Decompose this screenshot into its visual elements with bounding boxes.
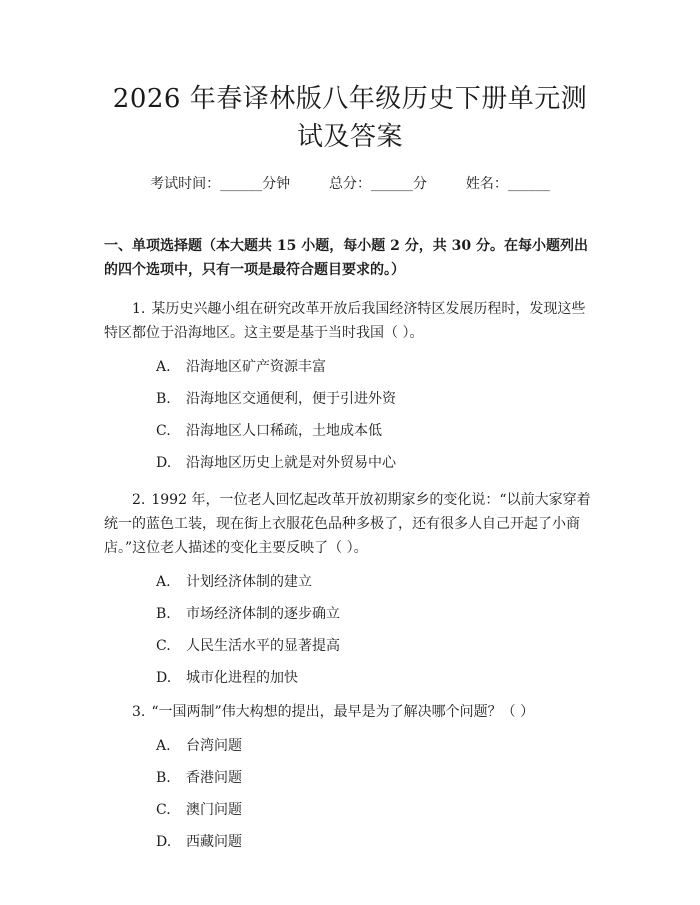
question-number: 3. bbox=[132, 704, 146, 720]
total-score-field: 总分：______分 bbox=[329, 176, 427, 192]
document-title: 2026 年春译林版八年级历史下册单元测试及答案 bbox=[112, 84, 588, 152]
option-d bbox=[104, 668, 596, 688]
question-3 bbox=[104, 700, 596, 724]
option-letter: D. bbox=[156, 670, 172, 686]
exam-time-field: 考试时间：______分钟 bbox=[150, 176, 291, 192]
option-text: 人民生活水平的显著提高 bbox=[186, 638, 340, 654]
option-a bbox=[104, 357, 596, 377]
option-letter: A. bbox=[156, 359, 171, 375]
exam-meta bbox=[104, 174, 596, 194]
option-text: 澳门问题 bbox=[186, 802, 242, 818]
question-1-options bbox=[104, 357, 596, 473]
option-text: 香港问题 bbox=[186, 770, 242, 786]
option-text: 沿海地区矿产资源丰富 bbox=[186, 359, 326, 375]
option-c bbox=[104, 421, 596, 441]
option-letter: D. bbox=[156, 834, 172, 850]
question-2 bbox=[104, 488, 596, 560]
student-name-field: 姓名：______ bbox=[465, 176, 550, 192]
option-b bbox=[104, 389, 596, 409]
question-1 bbox=[104, 297, 596, 345]
question-number: 2. bbox=[132, 492, 146, 508]
option-letter: A. bbox=[156, 738, 171, 754]
option-text: 台湾问题 bbox=[186, 738, 242, 754]
option-letter: D. bbox=[156, 455, 172, 471]
option-c bbox=[104, 800, 596, 820]
option-a bbox=[104, 736, 596, 756]
question-3-options bbox=[104, 736, 596, 852]
option-text: 西藏问题 bbox=[186, 834, 242, 850]
option-b bbox=[104, 768, 596, 788]
option-d bbox=[104, 453, 596, 473]
option-letter: B. bbox=[156, 606, 171, 622]
question-stem: “一国两制”伟大构想的提出，最早是为了解决哪个问题？（ ） bbox=[151, 704, 535, 720]
question-number: 1. bbox=[132, 301, 146, 317]
option-text: 沿海地区人口稀疏，土地成本低 bbox=[186, 423, 382, 439]
option-letter: C. bbox=[156, 802, 171, 818]
option-letter: C. bbox=[156, 423, 171, 439]
option-text: 城市化进程的加快 bbox=[186, 670, 298, 686]
option-letter: B. bbox=[156, 391, 171, 407]
question-stem: 1992 年，一位老人回忆起改革开放初期家乡的变化说：“以前大家穿着统一的蓝色工装，现在街上衣服花色品种多极了，还有很多人自己开起了小商店。”这位老人描述的变化主要反映了（ ）。 bbox=[104, 492, 591, 556]
option-b bbox=[104, 604, 596, 624]
question-2-options bbox=[104, 572, 596, 688]
option-a bbox=[104, 572, 596, 592]
option-letter: B. bbox=[156, 770, 171, 786]
option-letter: C. bbox=[156, 638, 171, 654]
option-text: 沿海地区历史上就是对外贸易中心 bbox=[186, 455, 396, 471]
section-heading: 一、单项选择题（本大题共 15 小题，每小题 2 分，共 30 分。在每小题列出的四个选项中，只有一项是最符合题目要求的。） bbox=[104, 238, 588, 278]
option-text: 沿海地区交通便利，便于引进外资 bbox=[186, 391, 396, 407]
option-letter: A. bbox=[156, 574, 171, 590]
option-c bbox=[104, 636, 596, 656]
option-d bbox=[104, 832, 596, 852]
option-text: 市场经济体制的逐步确立 bbox=[186, 606, 340, 622]
option-text: 计划经济体制的建立 bbox=[186, 574, 312, 590]
question-stem: 某历史兴趣小组在研究改革开放后我国经济特区发展历程时，发现这些特区都位于沿海地区。这主要是基于当时我国（ ）。 bbox=[104, 301, 586, 341]
